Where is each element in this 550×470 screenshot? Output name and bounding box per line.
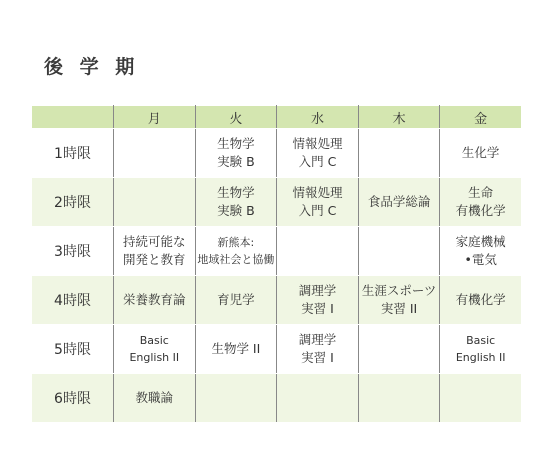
- day-header-mon: 月: [114, 106, 196, 129]
- class-name-line: 食品学総論: [367, 194, 431, 209]
- class-cell-fri: [440, 325, 522, 374]
- header-corner: [32, 106, 114, 129]
- class-name-line: 新熊本:: [217, 236, 255, 249]
- day-header-wed: 水: [277, 106, 359, 129]
- class-name-line: 生涯スポーツ: [361, 283, 437, 298]
- class-name-line: 情報処理: [292, 136, 343, 151]
- class-name-line: 実習 I: [301, 301, 334, 316]
- class-name-line: 実験 B: [217, 203, 255, 218]
- class-name-line: 有機化学: [455, 203, 506, 218]
- class-name-line: 入門 C: [298, 203, 337, 218]
- class-cell-tue: [195, 227, 277, 276]
- table-row: [32, 374, 522, 423]
- class-name-line: 実習 I: [301, 350, 334, 365]
- class-name-line: 生命: [468, 185, 494, 200]
- class-cell-mon: [114, 374, 196, 423]
- class-name-line: 入門 C: [298, 154, 337, 169]
- class-cell-thu: [358, 227, 440, 276]
- class-name-line: 情報処理: [292, 185, 343, 200]
- class-cell-fri: [440, 178, 522, 227]
- period-label: 1時限: [32, 129, 114, 178]
- period-label: 2時限: [32, 178, 114, 227]
- class-name-line: 生物学: [217, 185, 255, 200]
- class-cell-wed: [277, 374, 359, 423]
- class-cell-thu: [358, 276, 440, 325]
- class-name-line: 生物学 II: [211, 341, 261, 356]
- table-row: [32, 325, 522, 374]
- class-cell-tue: [195, 325, 277, 374]
- class-cell-fri: [440, 374, 522, 423]
- class-cell-fri: [440, 276, 522, 325]
- class-name-line: English II: [455, 351, 506, 364]
- class-cell-thu: [358, 325, 440, 374]
- class-name-line: 家庭機械: [455, 234, 506, 249]
- timetable: [31, 105, 522, 423]
- class-cell-thu: [358, 178, 440, 227]
- table-row: [32, 276, 522, 325]
- class-cell-thu: [358, 129, 440, 178]
- class-name-line: 実験 B: [217, 154, 255, 169]
- class-name-line: Basic: [139, 334, 169, 347]
- class-cell-mon: [114, 129, 196, 178]
- class-name-line: 調理学: [298, 332, 337, 347]
- class-cell-mon: [114, 227, 196, 276]
- day-header-fri: 金: [440, 106, 522, 129]
- class-name-line: Basic: [466, 334, 496, 347]
- table-row: [32, 129, 522, 178]
- class-name-line: 開発と教育: [123, 252, 186, 267]
- period-label: 4時限: [32, 276, 114, 325]
- class-cell-tue: [195, 129, 277, 178]
- class-cell-wed: [277, 129, 359, 178]
- page-title: 後 学 期: [44, 56, 140, 78]
- class-name-line: 生物学: [217, 136, 255, 151]
- class-cell-tue: [195, 374, 277, 423]
- day-header-tue: 火: [195, 106, 277, 129]
- class-cell-wed: [277, 178, 359, 227]
- class-cell-mon: [114, 325, 196, 374]
- class-name-line: English II: [129, 351, 180, 364]
- class-name-line: •電気: [464, 252, 497, 267]
- class-name-line: 調理学: [298, 283, 337, 298]
- table-row: [32, 178, 522, 227]
- class-name-line: 育児学: [217, 292, 255, 307]
- class-name-line: 有機化学: [455, 292, 506, 307]
- class-cell-fri: [440, 227, 522, 276]
- class-cell-wed: [277, 227, 359, 276]
- class-cell-wed: [277, 325, 359, 374]
- class-cell-wed: [277, 276, 359, 325]
- class-name-line: 教職論: [135, 390, 174, 405]
- day-header-thu: 木: [358, 106, 440, 129]
- period-label: 6時限: [32, 374, 114, 423]
- class-cell-thu: [358, 374, 440, 423]
- table-row: [32, 227, 522, 276]
- class-name-line: 持続可能な: [123, 234, 186, 249]
- header-row: [32, 106, 522, 129]
- class-cell-mon: [114, 178, 196, 227]
- class-name-line: 生化学: [461, 145, 500, 160]
- period-label: 5時限: [32, 325, 114, 374]
- class-name-line: 栄養教育論: [123, 292, 186, 307]
- class-name-line: 地域社会と協働: [197, 253, 275, 266]
- period-label: 3時限: [32, 227, 114, 276]
- class-cell-fri: [440, 129, 522, 178]
- class-cell-tue: [195, 276, 277, 325]
- class-cell-tue: [195, 178, 277, 227]
- class-name-line: 実習 II: [380, 301, 418, 316]
- class-cell-mon: [114, 276, 196, 325]
